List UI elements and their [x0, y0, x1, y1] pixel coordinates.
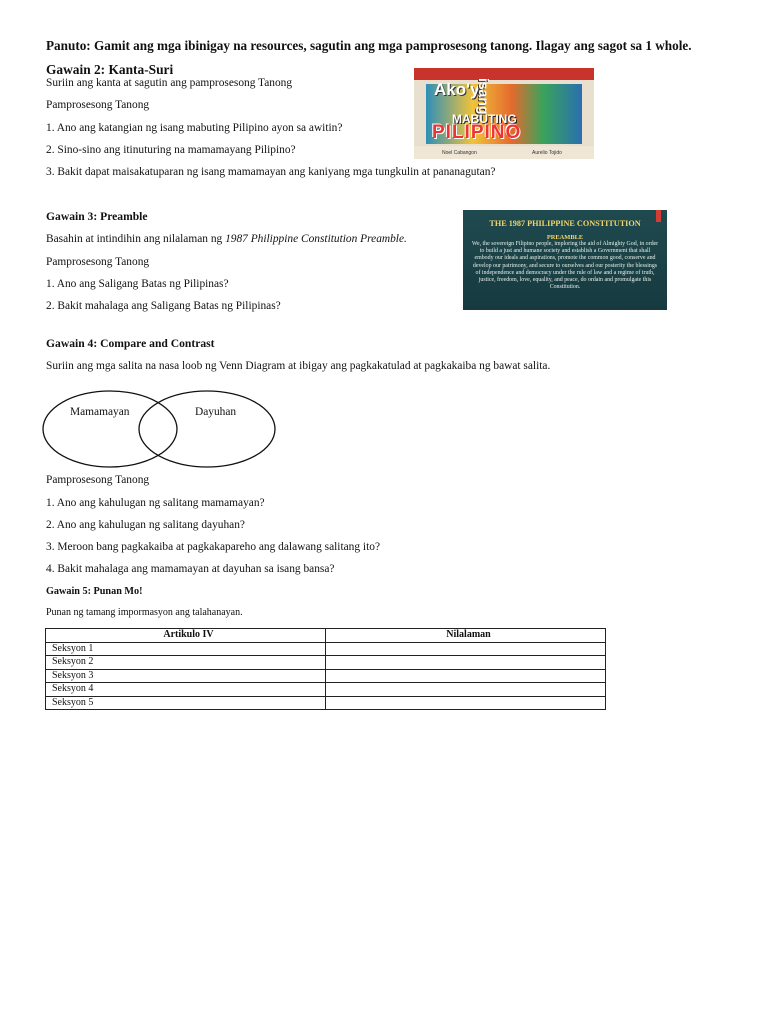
- preamble-card-title: THE 1987 PHILIPPINE CONSTITUTION: [489, 219, 641, 228]
- cover-title-line4: PILIPINO: [432, 122, 522, 143]
- gawain2-intro: Suriin ang kanta at sagutin ang pamprosesong Tanong: [46, 77, 293, 89]
- cover-author-1: Noel Cabangon: [442, 150, 477, 156]
- table-row: [46, 642, 606, 656]
- table-row-answer-cell[interactable]: [326, 642, 606, 656]
- table-row-label: Seksyon 1: [46, 642, 326, 656]
- gawain3-question-header: Pamprosesong Tanong: [46, 256, 150, 268]
- table-header-content: Nilalaman: [326, 629, 606, 643]
- gawain4-question-4: 4. Bakit mahalaga ang mamamayan at dayuhan sa isang bansa?: [46, 563, 335, 575]
- table-row-answer-cell[interactable]: [326, 683, 606, 697]
- gawain5-intro: Punan ng tamang impormasyon ang talahanayan.: [46, 607, 243, 618]
- preamble-card-image: [463, 210, 667, 310]
- gawain4-question-3: 3. Meroon bang pagkakaiba at pagkakapareho ang dalawang salitang ito?: [46, 541, 380, 553]
- table-header-row: [46, 629, 606, 643]
- cover-author-2: Aurelio Tojido: [532, 150, 562, 156]
- gawain2-question-1: 1. Ano ang katangian ng isang mabuting Pilipino ayon sa awitin?: [46, 122, 343, 134]
- table-row-label: Seksyon 4: [46, 683, 326, 697]
- cover-title-line2: isang: [476, 78, 492, 115]
- table-header-article: Artikulo IV: [46, 629, 326, 643]
- gawain3-intro-prefix: Basahin at intindihin ang nilalaman ng: [46, 233, 226, 245]
- gawain3-intro-italic: 1987 Philippine Constitution Preamble.: [225, 233, 407, 245]
- venn-circle-right: [139, 391, 275, 467]
- table-row: [46, 656, 606, 670]
- table-row-label: Seksyon 2: [46, 656, 326, 670]
- gawain2-question-3: 3. Bakit dapat maisakatuparan ng isang mamamayan ang kaniyang mga tungkulin at pananagutan?: [46, 166, 496, 178]
- venn-label-left: Mamamayan: [70, 406, 130, 418]
- table-row-label: Seksyon 5: [46, 696, 326, 710]
- gawain2-question-2: 2. Sino-sino ang itinuturing na mamamayang Pilipino?: [46, 144, 296, 156]
- preamble-card-body: We, the sovereign Filipino people, imploring the aid of Almighty God, in order to build a just and humane society and establish a Government that shall embody our ideals and aspirations, promote the common good, conserve and develop our patrimony, and secure to ourselves and our posterity the blessings of independence and democracy under the rule of law and a regime of truth, justice, freedom, love, equality, and peace, do ordain and promulgate this Constitution.: [471, 241, 659, 291]
- gawain3-intro: [46, 233, 407, 245]
- gawain2-question-header: Pamprosesong Tanong: [46, 99, 150, 111]
- table-row-answer-cell[interactable]: [326, 669, 606, 683]
- gawain4-question-header: Pamprosesong Tanong: [46, 474, 150, 486]
- gawain3-question-2: 2. Bakit mahalaga ang Saligang Batas ng Pilipinas?: [46, 300, 281, 312]
- gawain4-question-1: 1. Ano ang kahulugan ng salitang mamamayan?: [46, 497, 265, 509]
- instruction-text: Panuto: Gamit ang mga ibinigay na resources, sagutin ang mga pamprosesong tanong. Ilagay ang sagot sa 1 whole.: [46, 38, 692, 53]
- venn-circles: [40, 390, 280, 470]
- venn-label-right: Dayuhan: [195, 406, 237, 418]
- table-row-label: Seksyon 3: [46, 669, 326, 683]
- gawain2-title: Gawain 2: Kanta-Suri: [46, 62, 174, 77]
- song-cover-image: [414, 68, 594, 159]
- gawain3-title: Gawain 3: Preamble: [46, 210, 148, 223]
- venn-circle-left: [43, 391, 177, 467]
- gawain3-question-1: 1. Ano ang Saligang Batas ng Pilipinas?: [46, 278, 229, 290]
- gawain4-intro: Suriin ang mga salita na nasa loob ng Venn Diagram at ibigay ang pagkakatulad at pagkakaiba ng bawat salita.: [46, 360, 551, 372]
- gawain5-title: Gawain 5: Punan Mo!: [46, 586, 143, 597]
- table-row-answer-cell[interactable]: [326, 696, 606, 710]
- table-row-answer-cell[interactable]: [326, 656, 606, 670]
- gawain4-title: Gawain 4: Compare and Contrast: [46, 337, 215, 350]
- cover-title-line1: Ako'y: [434, 80, 480, 99]
- preamble-card-subtitle: PREAMBLE: [546, 234, 584, 241]
- table-row: [46, 683, 606, 697]
- venn-diagram: [40, 390, 280, 470]
- table-row: [46, 696, 606, 710]
- table-row: [46, 669, 606, 683]
- cover-title-line3: MABUTING: [452, 112, 517, 126]
- gawain4-question-2: 2. Ano ang kahulugan ng salitang dayuhan?: [46, 519, 245, 531]
- cover-footer: [414, 146, 594, 159]
- article-iv-table: [45, 628, 606, 710]
- cover-top-band: [414, 68, 594, 80]
